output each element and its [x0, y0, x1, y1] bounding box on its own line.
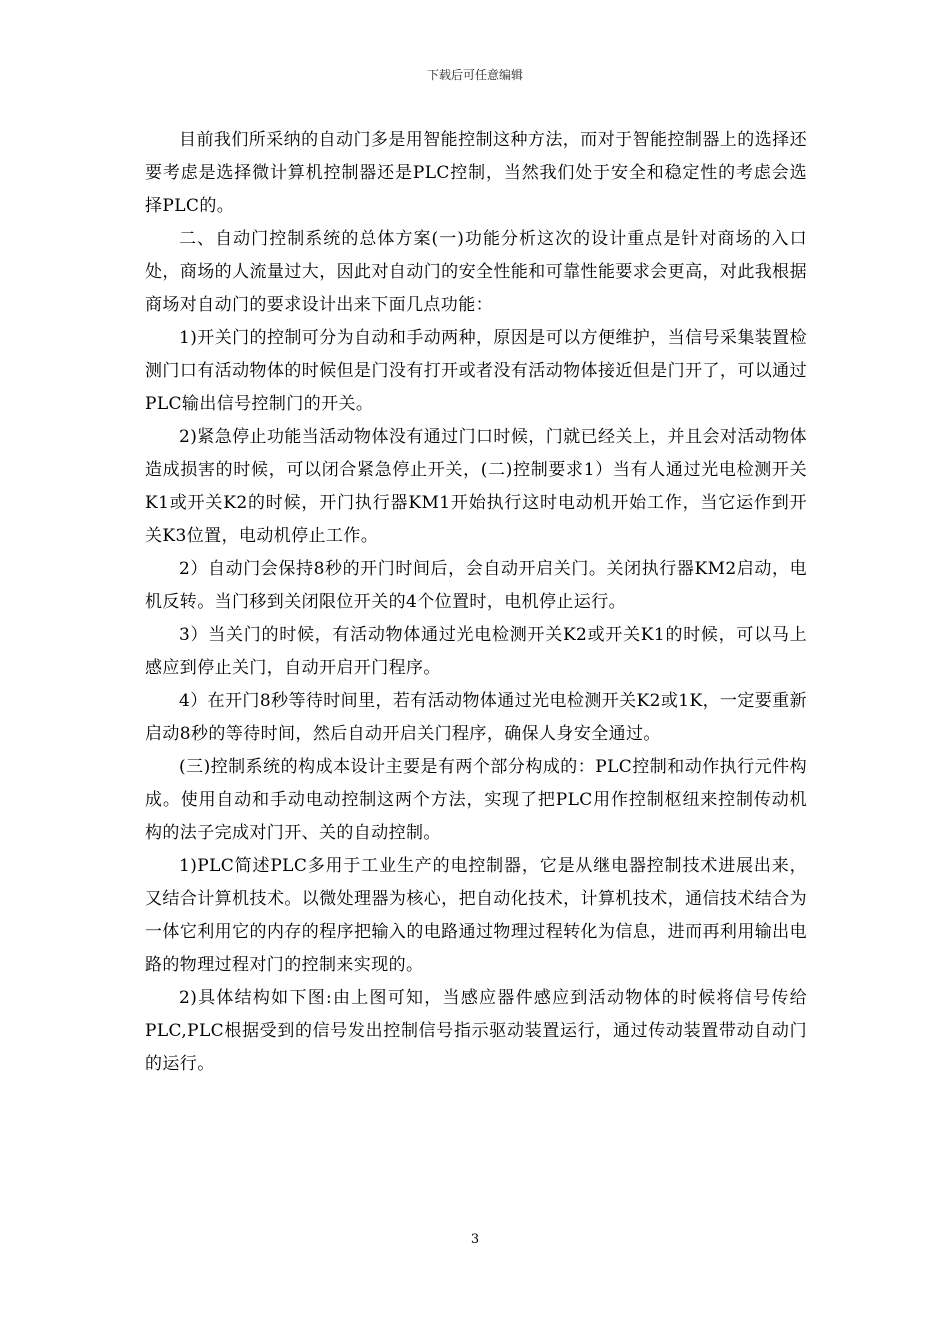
paragraph-9: 1)PLC简述PLC多用于工业生产的电控制器，它是从继电器控制技术进展出来，又结合计算机技术。以微处理器为核心，把自动化技术，计算机技术，通信技术结合为一体它利用它的内存的程序把输入的电路通过物理过程转化为信息，进而再利用输出电路的物理过程对门的控制来实现的。 [145, 856, 807, 975]
document-body [145, 124, 807, 1081]
paragraph-1: 目前我们所采纳的自动门多是用智能控制这种方法，而对于智能控制器上的选择还要考虑是选择微计算机控制器还是PLC控制，当然我们处于安全和稳定性的考虑会选择PLC的。 [145, 130, 807, 216]
paragraph-2: 二、自动门控制系统的总体方案(一)功能分析这次的设计重点是针对商场的入口处，商场的人流量过大，因此对自动门的安全性能和可靠性能要求会更高，对此我根据商场对自动门的要求设计出来下面几点功能： [145, 229, 807, 315]
page-header-note: 下载后可任意编辑 [426, 68, 523, 82]
paragraph-8: (三)控制系统的构成本设计主要是有两个部分构成的：PLC控制和动作执行元件构成。使用自动和手动电动控制这两个方法，实现了把PLC用作控制枢纽来控制传动机构的法子完成对门开、关的自动控制。 [145, 757, 807, 843]
paragraph-3: 1)开关门的控制可分为自动和手动两种，原因是可以方便维护，当信号采集装置检测门口有活动物体的时候但是门没有打开或者没有活动物体接近但是门开了，可以通过PLC输出信号控制门的开关。 [145, 328, 807, 414]
paragraph-4: 2)紧急停止功能当活动物体没有通过门口时候，门就已经关上，并且会对活动物体造成损害的时候，可以闭合紧急停止开关，(二)控制要求1）当有人通过光电检测开关K1或开关K2的时候，开门执行器KM1开始执行这时电动机开始工作，当它运作到开关K3位置，电动机停止工作。 [145, 427, 807, 546]
paragraph-10: 2)具体结构如下图:由上图可知，当感应器件感应到活动物体的时候将信号传给PLC,PLC根据受到的信号发出控制信号指示驱动装置运行，通过传动装置带动自动门的运行。 [145, 988, 807, 1074]
paragraph-7: 4）在开门8秒等待时间里，若有活动物体通过光电检测开关K2或1K，一定要重新启动8秒的等待时间，然后自动开启关门程序，确保人身安全通过。 [145, 691, 807, 744]
paragraph-5: 2）自动门会保持8秒的开门时间后，会自动开启关门。关闭执行器KM2启动，电机反转。当门移到关闭限位开关的4个位置时，电机停止运行。 [145, 559, 807, 612]
paragraph-6: 3）当关门的时候，有活动物体通过光电检测开关K2或开关K1的时候，可以马上感应到停止关门，自动开启开门程序。 [145, 625, 807, 678]
page-number: 3 [470, 1232, 480, 1247]
